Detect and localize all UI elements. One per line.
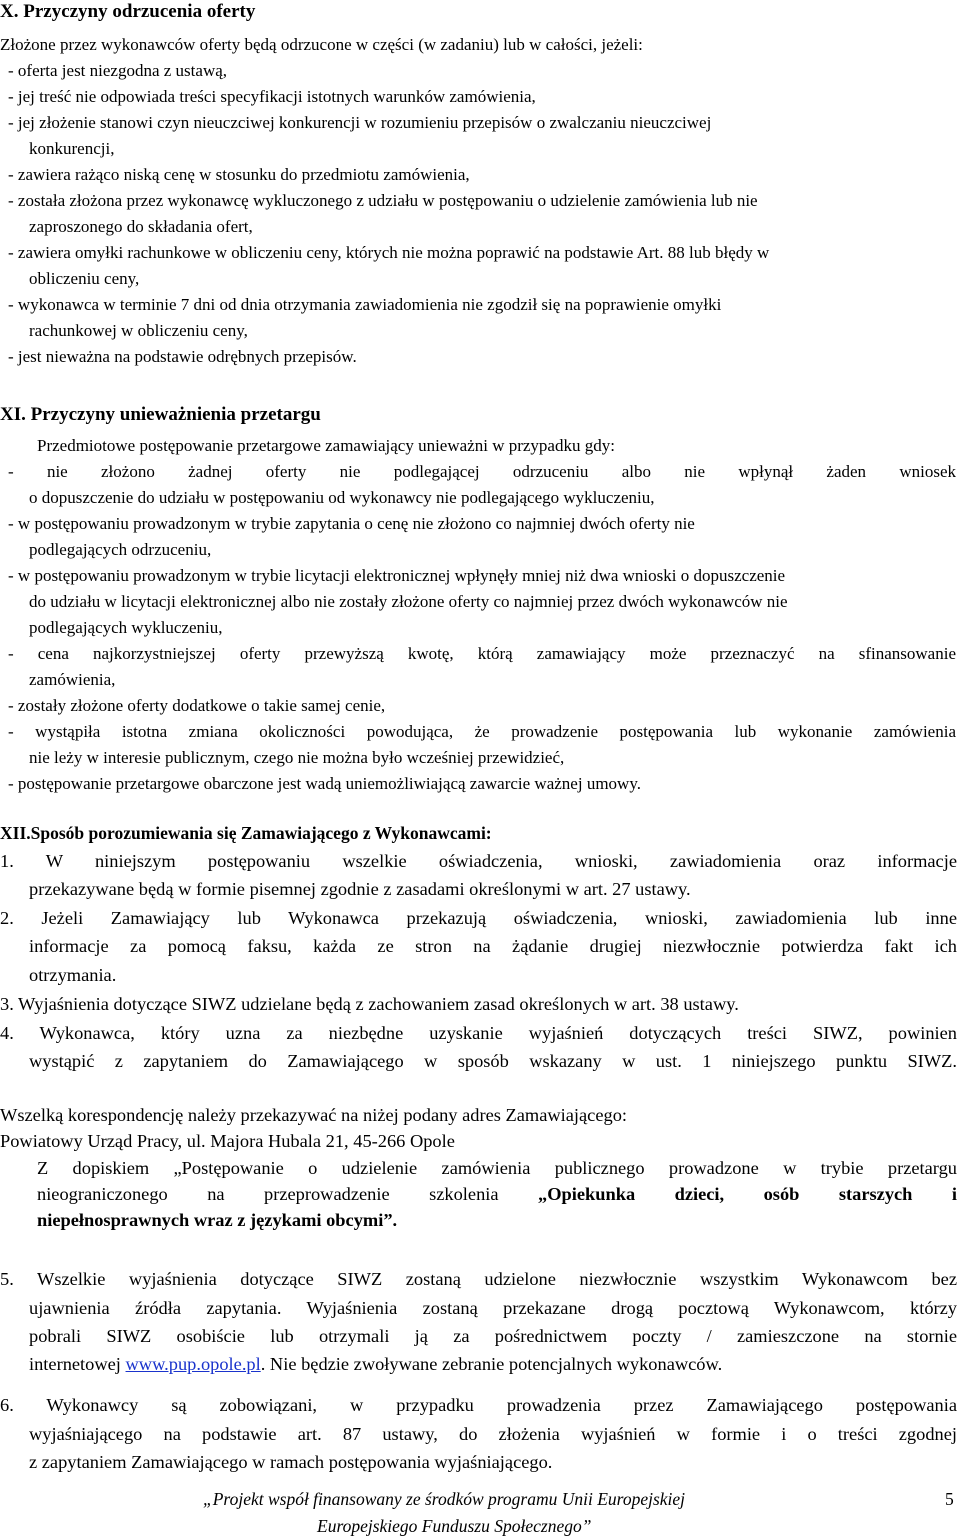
- section-xi-intro: Przedmiotowe postępowanie przetargowe zamawiający unieważni w przypadku gdy:: [37, 436, 615, 455]
- list-item: - w postępowaniu prowadzonym w trybie zapytania o cenę nie złożono co najmniej dwóch oferty nie: [8, 514, 695, 533]
- list-item: - wystąpiła istotna zmiana okoliczności powodująca, że prowadzenie postępowania lub wykonanie zamówienia: [8, 722, 956, 741]
- list-item-continuation: podlegających wykluczeniu,: [29, 618, 223, 637]
- list-item: - zawiera rażąco niską cenę w stosunku do przedmiotu zamówienia,: [8, 165, 470, 184]
- numbered-item: 6. Wykonawcy są zobowiązani, w przypadku prowadzenia przez Zamawiającego postępowania: [0, 1395, 957, 1415]
- item5-text: internetowej: [29, 1354, 121, 1374]
- numbered-item: 1. W niniejszym postępowaniu wszelkie oświadczenia, wnioski, zawiadomienia oraz informacje: [0, 851, 957, 871]
- numbered-item: 3. Wyjaśnienia dotyczące SIWZ udzielane będą z zachowaniem zasad określonych w art. 38 ustawy.: [0, 994, 739, 1014]
- list-item-continuation: o dopuszczenie do udziału w postępowaniu od wykonawcy nie podlegającego wykluczeniu,: [29, 488, 655, 507]
- list-item: - w postępowaniu prowadzonym w trybie licytacji elektronicznej wpłynęły mniej niż dwa wnioski o dopuszczenie: [8, 566, 786, 585]
- numbered-item-continuation: z zapytaniem Zamawiającego w ramach postępowania wyjaśniającego.: [29, 1452, 553, 1472]
- list-item-continuation: konkurencji,: [29, 139, 115, 158]
- numbered-item: 2. Jeżeli Zamawiający lub Wykonawca przekazują oświadczenia, wnioski, zawiadomienia lub inne: [0, 908, 957, 928]
- address: Powiatowy Urząd Pracy, ul. Majora Hubala 21, 45-266 Opole: [0, 1131, 455, 1151]
- note-training-title-end: niepełnosprawnych wraz z językami obcymi”.: [37, 1210, 398, 1230]
- list-item: - jest nieważna na podstawie odrębnych przepisów.: [8, 347, 357, 366]
- footer-line: „Projekt współ finansowany ze środków programu Unii Europejskiej: [203, 1489, 686, 1509]
- footer-line: Europejskiego Funduszu Społecznego”: [317, 1516, 592, 1536]
- numbered-item-continuation: ujawnienia źródła zapytania. Wyjaśnienia zostaną przekazane drogą pocztową Wykonawcom, którzy: [29, 1298, 957, 1318]
- item5-text: . Nie będzie zwoływane zebranie potencjalnych wykonawców.: [260, 1354, 723, 1374]
- page-number: 5: [945, 1489, 954, 1509]
- numbered-item-continuation: wyjaśniającego na podstawie art. 87 ustawy, do złożenia wyjaśnień w formie i o treści zgodnej: [29, 1424, 957, 1444]
- list-item: - zawiera omyłki rachunkowe w obliczeniu ceny, których nie można poprawić na podstawie Art. 88 lub błędy w: [8, 243, 770, 262]
- note-text: nieograniczonego na przeprowadzenie szkolenia: [37, 1184, 499, 1204]
- section-xi-heading: XI. Przyczyny unieważnienia przetargu: [0, 404, 321, 425]
- numbered-item-continuation: pobrali SIWZ osobiście lub otrzymali ją za pośrednictwem poczty / zamieszczone na stornie: [29, 1326, 957, 1346]
- list-item-continuation: podlegających odrzuceniu,: [29, 540, 212, 559]
- note-training-title: „Opiekunka dzieci, osób starszych i: [538, 1184, 957, 1204]
- list-item: - cena najkorzystniejszej oferty przewyższą kwotę, którą zamawiający może przeznaczyć na sfinansowanie: [8, 644, 956, 663]
- section-xii-heading: XII.Sposób porozumiewania się Zamawiającego z Wykonawcami:: [0, 823, 492, 843]
- list-item-continuation: do udziału w licytacji elektronicznej albo nie zostały złożone oferty co najmniej przez dwóch wykonawców nie: [29, 592, 788, 611]
- numbered-item-continuation: otrzymania.: [29, 965, 117, 985]
- numbered-item-continuation: przekazywane będą w formie pisemnej zgodnie z zasadami określonymi w art. 27 ustawy.: [29, 879, 691, 899]
- note-line: Z dopiskiem „Postępowanie o udzielenie zamówienia publicznego prowadzone w trybie przetargu: [37, 1158, 957, 1178]
- section-x-heading: X. Przyczyny odrzucenia oferty: [0, 1, 256, 22]
- numbered-item: 5. Wszelkie wyjaśnienia dotyczące SIWZ zostaną udzielone niezwłocznie wszystkim Wykonawcom bez: [0, 1269, 957, 1289]
- numbered-item-continuation: informacje za pomocą faksu, każda ze stron na żądanie drugiej niezwłocznie potwierdza fakt ich: [29, 936, 957, 956]
- numbered-item-continuation: wystąpić z zapytaniem do Zamawiającego w sposób wskazany w ust. 1 niniejszego punktu SIWZ.: [29, 1051, 957, 1071]
- list-item: - nie złożono żadnej oferty nie podlegającej odrzuceniu albo nie wpłynął żaden wniosek: [8, 462, 956, 481]
- list-item-continuation: nie leży w interesie publicznym, czego nie można było wcześniej przewidzieć,: [29, 748, 565, 767]
- list-item: - została złożona przez wykonawcę wykluczonego z udziału w postępowaniu o udzielenie zamówienia lub nie: [8, 191, 758, 210]
- note-line: [37, 1183, 957, 1205]
- section-x-intro: Złożone przez wykonawców oferty będą odrzucone w części (w zadaniu) lub w całości, jeżeli:: [0, 35, 643, 54]
- list-item: - jej treść nie odpowiada treści specyfikacji istotnych warunków zamówienia,: [8, 87, 536, 106]
- list-item-continuation: zamówienia,: [29, 670, 116, 689]
- numbered-item: 4. Wykonawca, który uzna za niezbędne uzyskanie wyjaśnień dotyczących treści SIWZ, powinien: [0, 1023, 957, 1043]
- list-item-continuation: zaproszonego do składania ofert,: [29, 217, 253, 236]
- list-item: - oferta jest niezgodna z ustawą,: [8, 61, 228, 80]
- list-item: - jej złożenie stanowi czyn nieuczciwej konkurencji w rozumieniu przepisów o zwalczaniu nieuczciwej: [8, 113, 712, 132]
- address-intro: Wszelką korespondencję należy przekazywać na niżej podany adres Zamawiającego:: [0, 1105, 628, 1125]
- website-link[interactable]: www.pup.opole.pl: [125, 1354, 261, 1374]
- list-item: - postępowanie przetargowe obarczone jest wadą uniemożliwiającą zawarcie ważnej umowy.: [8, 774, 641, 793]
- numbered-item-continuation: [29, 1353, 722, 1375]
- list-item-continuation: rachunkowej w obliczeniu ceny,: [29, 321, 248, 340]
- list-item-continuation: obliczeniu ceny,: [29, 269, 140, 288]
- list-item: - zostały złożone oferty dodatkowe o takie samej cenie,: [8, 696, 386, 715]
- list-item: - wykonawca w terminie 7 dni od dnia otrzymania zawiadomienia nie zgodził się na poprawienie omyłki: [8, 295, 722, 314]
